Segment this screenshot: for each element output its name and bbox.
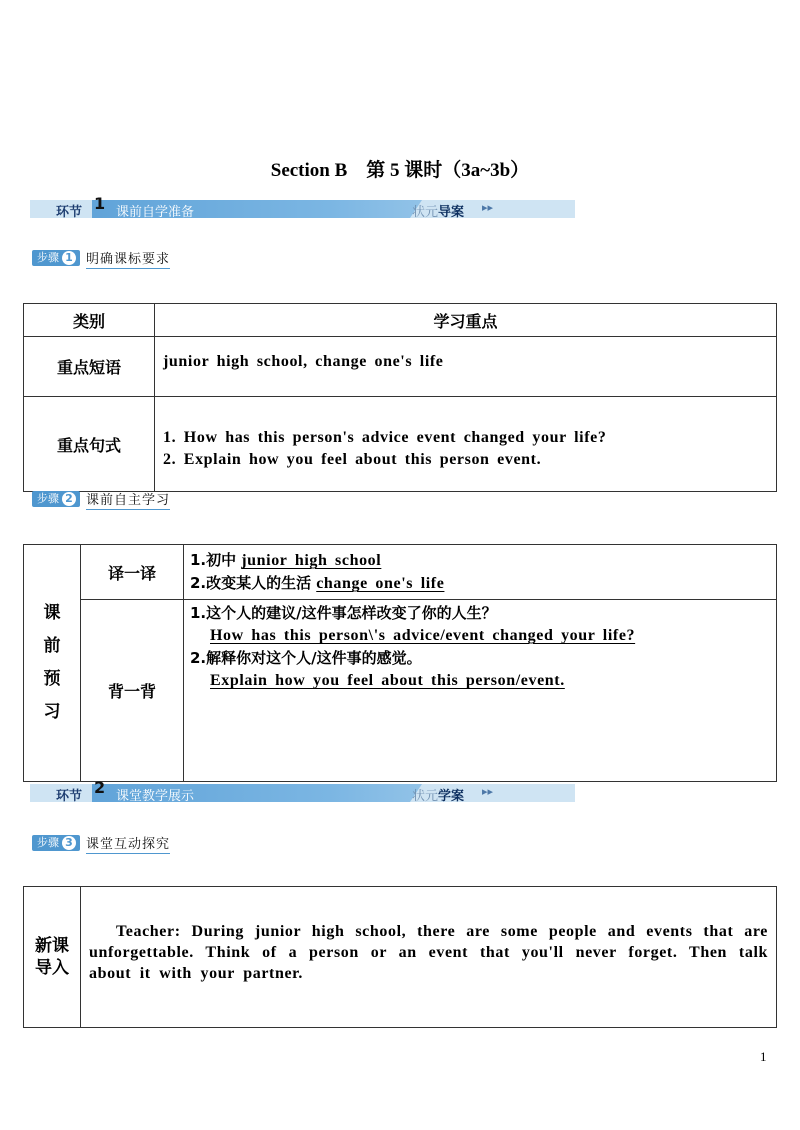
phrases-text: junior high school, change one's life xyxy=(163,353,444,370)
recite-answer-2: Explain how you feel about this person/event. xyxy=(210,672,565,689)
double-arrow-icon: ▸▸ xyxy=(482,201,494,214)
preview-table xyxy=(23,544,777,782)
banner-tag: 状元导案 xyxy=(412,205,465,220)
sentence-2: 2. Explain how you feel about this person event. xyxy=(163,451,542,468)
intro-content-cell xyxy=(81,887,777,1028)
phrases-cell xyxy=(155,337,777,397)
header-focus: 学习重点 xyxy=(155,304,777,337)
step-text: 明确课标要求 xyxy=(86,248,170,269)
intro-label: 新课 导入 xyxy=(24,887,81,1028)
banner-label: 环节 xyxy=(56,205,83,220)
intro-text: Teacher: During junior high school, there are some people and events that are unforgettable. Think of a person or an event that you'll never forget. Then talk about it with your partner. xyxy=(89,922,768,982)
step-badge: 步骤 2 xyxy=(32,491,80,507)
banner-label: 环节 xyxy=(56,789,83,804)
step-label-1 xyxy=(32,249,170,267)
banner-number: 1 xyxy=(94,194,106,213)
sentence-1: 1. How has this person's advice event changed your life? xyxy=(163,429,607,446)
side-label-preview: 课 前 预 习 xyxy=(24,545,81,782)
banner-number: 2 xyxy=(94,778,106,797)
recite-label: 背一背 xyxy=(81,600,184,782)
banner-title: 课堂教学展示 xyxy=(116,789,195,804)
translate-item-1: 1.初中 junior high school xyxy=(190,551,382,569)
page-title: Section B 第 5 课时（3a~3b） xyxy=(270,160,530,181)
row-label-sentences: 重点句式 xyxy=(24,397,155,492)
page-number: 1 xyxy=(760,1049,767,1064)
section-banner-2 xyxy=(30,778,575,804)
sentences-cell xyxy=(155,397,777,492)
row-label-phrases: 重点短语 xyxy=(24,337,155,397)
step-badge: 步骤 1 xyxy=(32,250,80,266)
step-text: 课堂互动探究 xyxy=(86,833,170,854)
recite-answer-1: How has this person\'s advice/event changed your life? xyxy=(210,627,636,644)
banner-tag: 状元学案 xyxy=(412,789,465,804)
section-banner-1 xyxy=(30,194,575,220)
translate-item-2: 2.改变某人的生活 change one's life xyxy=(190,574,445,592)
recite-cell xyxy=(184,600,777,782)
recite-question-2: 2.解释你对这个人/这件事的感觉。 xyxy=(190,649,422,667)
double-arrow-icon: ▸▸ xyxy=(482,785,494,798)
step-text: 课前自主学习 xyxy=(86,489,170,510)
translate-label: 译一译 xyxy=(81,545,184,600)
step-label-2 xyxy=(32,490,170,508)
recite-question-1: 1.这个人的建议/这件事怎样改变了你的人生？ xyxy=(190,604,497,622)
banner-title: 课前自学准备 xyxy=(116,205,195,220)
intro-table xyxy=(23,886,777,1028)
translate-cell xyxy=(184,545,777,600)
focus-table xyxy=(23,303,777,492)
header-category: 类别 xyxy=(24,304,155,337)
step-label-3 xyxy=(32,834,170,852)
step-badge: 步骤 3 xyxy=(32,835,80,851)
